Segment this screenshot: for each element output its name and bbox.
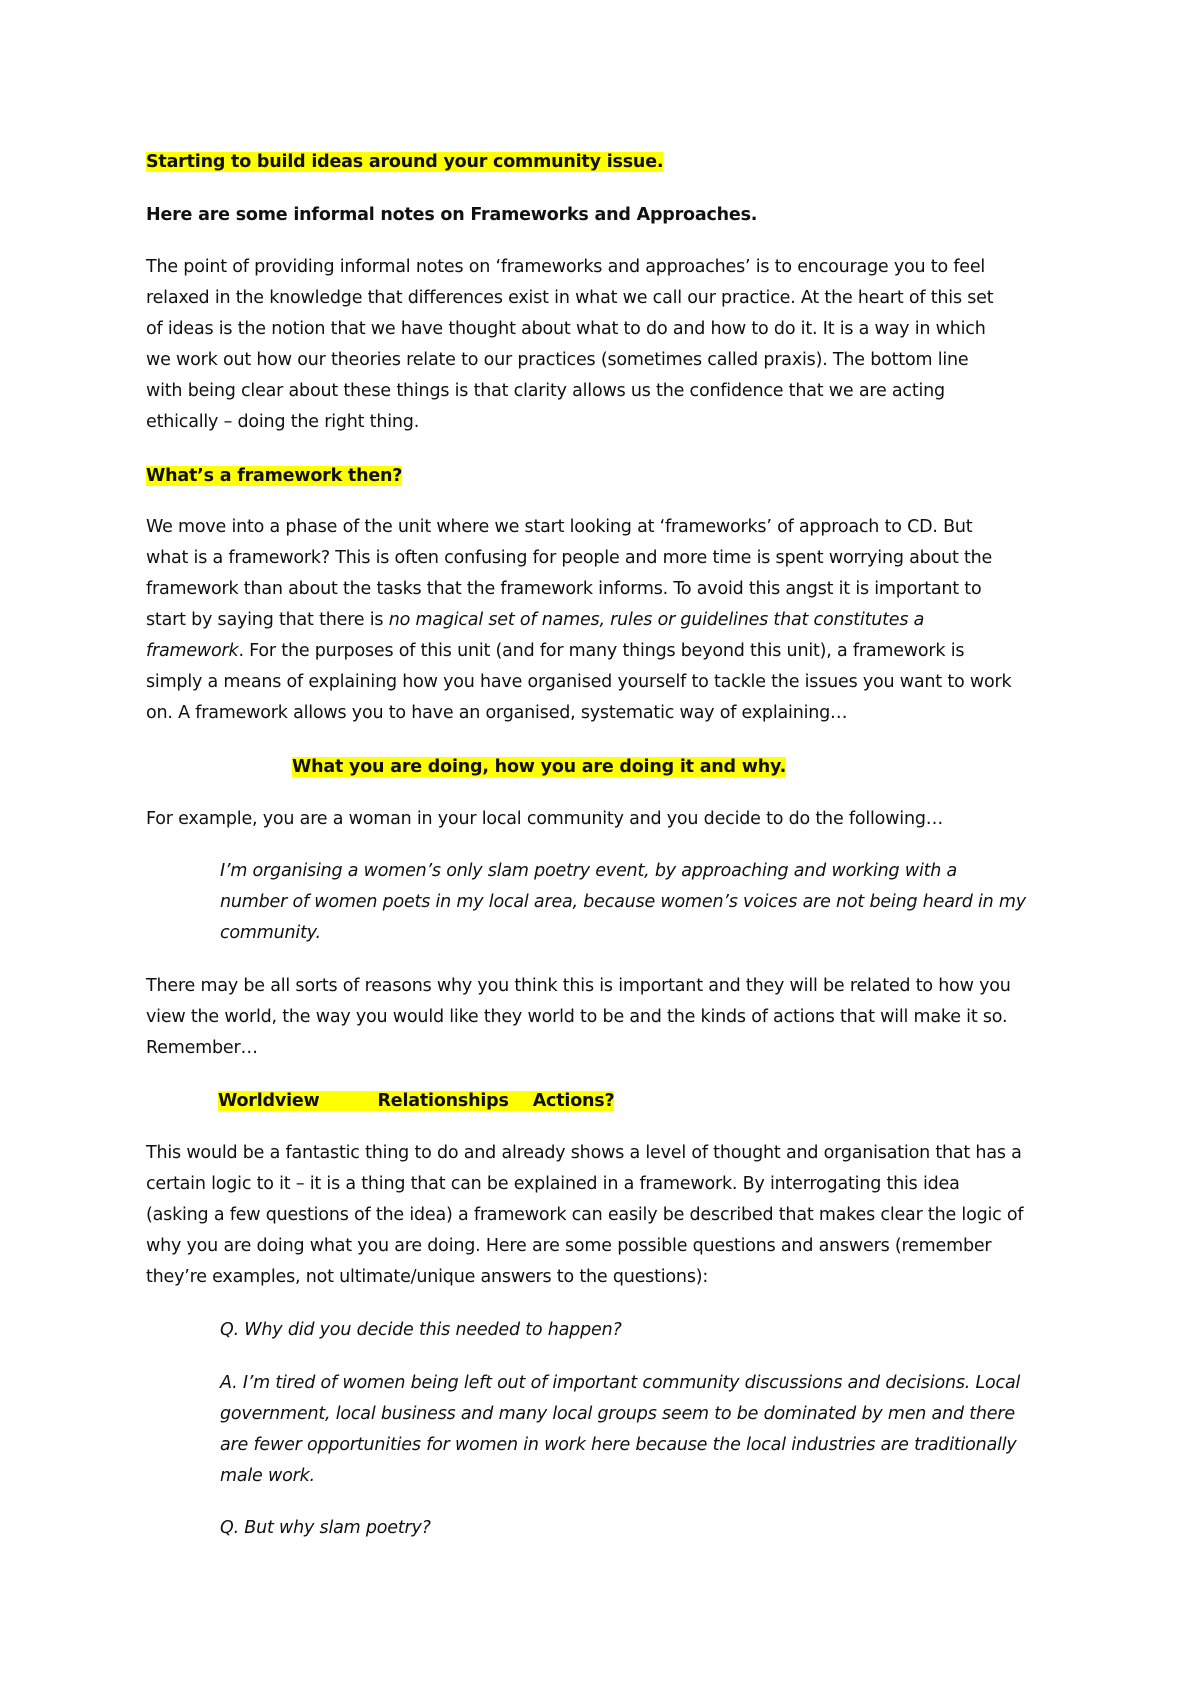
reasons-line: Remember… (146, 1038, 258, 1058)
intro-line: of ideas is the notion that we have thought about what to do and how to do it. It is a way in which (146, 319, 986, 339)
answer-1-line: government, local business and many local groups seem to be dominated by men and there (220, 1404, 1015, 1424)
wra-actions: Actions? (532, 1091, 615, 1111)
framework-line: framework. For the purposes of this unit (and for many things beyond this unit), a framework is (146, 641, 965, 661)
example-intro: For example, you are a woman in your local community and you decide to do the following… (146, 809, 944, 829)
intro-line: ethically – doing the right thing. (146, 412, 420, 432)
wra-relationships: Relationships (377, 1091, 509, 1111)
question-1: Q. Why did you decide this needed to happen? (220, 1320, 622, 1340)
logic-line: (asking a few questions of the idea) a framework can easily be described that makes clear the logic of (146, 1205, 1024, 1225)
framework-line: We move into a phase of the unit where we start looking at ‘frameworks’ of approach to CD. But (146, 517, 973, 537)
center-highlight: What you are doing, how you are doing it and why. (292, 757, 787, 777)
framework-line: start by saying that there is no magical set of names, rules or guidelines that constitutes a (146, 610, 925, 630)
framework-line: framework than about the tasks that the framework informs. To avoid this angst it is important to (146, 579, 982, 599)
framework-line: simply a means of explaining how you have organised yourself to tackle the issues you want to work (146, 672, 1012, 692)
intro-line: The point of providing informal notes on ‘frameworks and approaches’ is to encourage you to feel (146, 257, 986, 277)
intro-line: relaxed in the knowledge that differences exist in what we call our practice. At the heart of this set (146, 288, 994, 308)
question-2: Q. But why slam poetry? (220, 1518, 431, 1538)
framework-line: what is a framework? This is often confusing for people and more time is spent worrying about the (146, 548, 993, 568)
example-quote-line: community. (220, 923, 321, 943)
answer-1-line: male work. (220, 1466, 315, 1486)
wra-highlight (218, 1089, 614, 1113)
logic-line: certain logic to it – it is a thing that can be explained in a framework. By interrogating this idea (146, 1174, 960, 1194)
example-quote-line: number of women poets in my local area, because women’s voices are not being heard in my (220, 892, 1026, 912)
answer-1-line: A. I’m tired of women being left out of important community discussions and decisions. Local (220, 1373, 1021, 1393)
framework-line: on. A framework allows you to have an organised, systematic way of explaining… (146, 703, 848, 723)
intro-line: we work out how our theories relate to our practices (sometimes called praxis). The bottom line (146, 350, 969, 370)
document-title: Starting to build ideas around your community issue. (146, 152, 664, 172)
intro-line: with being clear about these things is that clarity allows us the confidence that we are acting (146, 381, 945, 401)
reasons-line: There may be all sorts of reasons why you think this is important and they will be related to how you (146, 976, 1011, 996)
wra-worldview: Worldview (218, 1091, 320, 1111)
subtitle: Here are some informal notes on Frameworks and Approaches. (146, 205, 758, 225)
answer-1-line: are fewer opportunities for women in work here because the local industries are traditionally (220, 1435, 1017, 1455)
logic-line: This would be a fantastic thing to do and already shows a level of thought and organisation that has a (146, 1143, 1022, 1163)
example-quote-line: I’m organising a women’s only slam poetry event, by approaching and working with a (220, 861, 958, 881)
reasons-line: view the world, the way you would like they world to be and the kinds of actions that will make it so. (146, 1007, 1008, 1027)
logic-line: why you are doing what you are doing. Here are some possible questions and answers (remember (146, 1236, 992, 1256)
framework-heading: What’s a framework then? (146, 466, 403, 486)
logic-line: they’re examples, not ultimate/unique answers to the questions): (146, 1267, 709, 1287)
